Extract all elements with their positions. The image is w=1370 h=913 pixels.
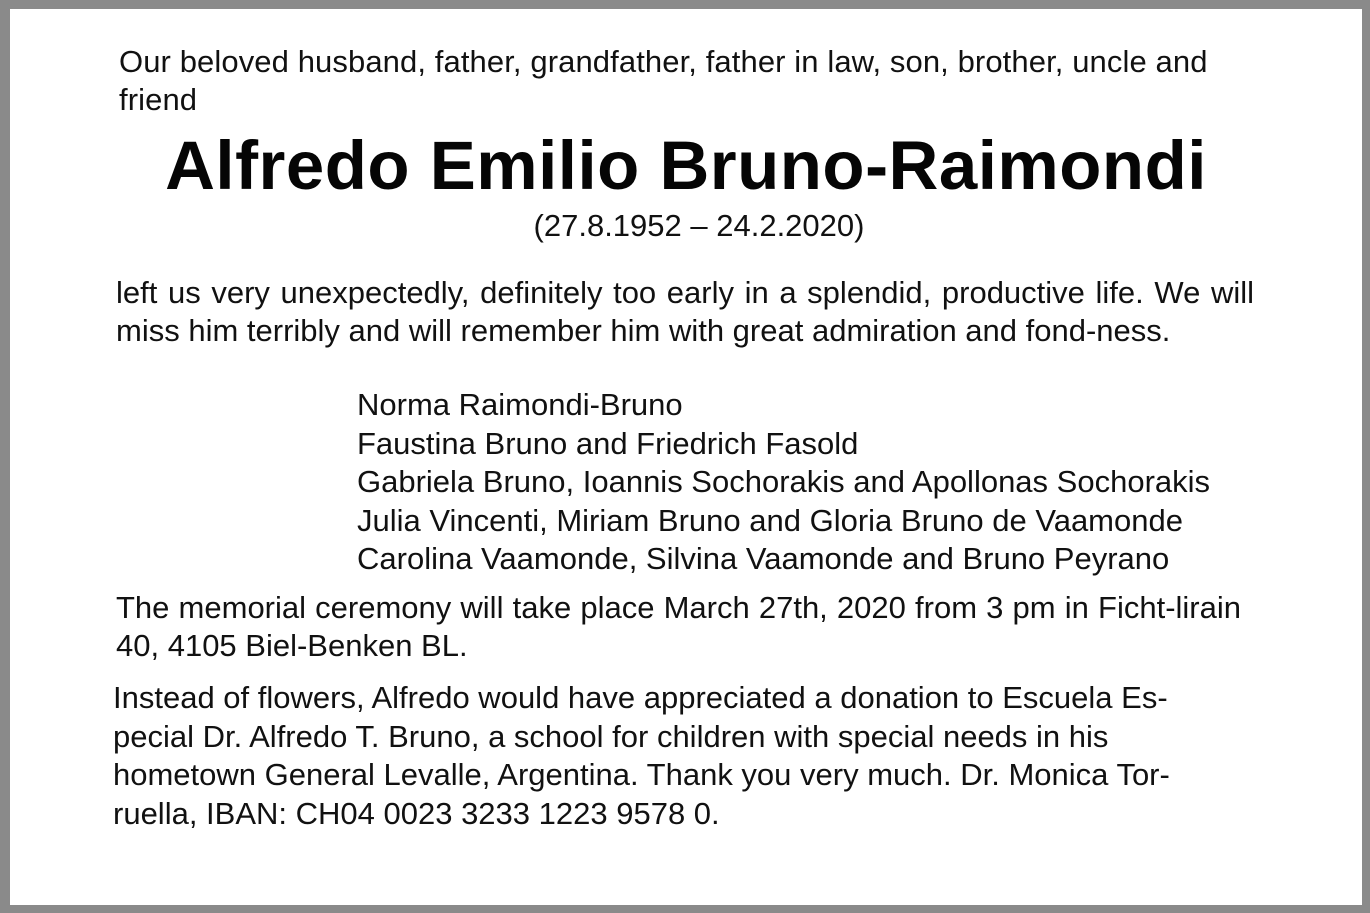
- message-text: left us very unexpectedly, definitely too early in a splendid, productive life. We will miss him terribly and will remember him with great admiration and fond-ness.: [116, 275, 1254, 348]
- mourner-item: Faustina Bruno and Friedrich Fasold: [357, 425, 859, 461]
- intro-text: Our beloved husband, father, grandfather, father in law, son, brother, uncle and friend: [119, 44, 1208, 117]
- mourner-item: Norma Raimondi-Bruno: [357, 387, 683, 422]
- mourners-list: [357, 386, 1357, 579]
- mourner-item: Gabriela Bruno, Ioannis Sochorakis and Apollonas Sochorakis: [357, 464, 1211, 499]
- ceremony-text: The memorial ceremony will take place March 27th, 2020 from 3 pm in Ficht-lirain 40, 4105 Biel-Benken BL.: [116, 590, 1241, 663]
- donation-text: Instead of flowers, Alfredo would have appreciated a donation to Escuela Es-pecial Dr. Alfredo T. Bruno, a school for children with special needs in his hometown General Levalle, Argentina. Thank you very much. Dr. Monica Tor-ruella, IBAN: CH04 0023 3233 1223 9578 0.: [113, 680, 1170, 831]
- obituary-notice: [10, 9, 1362, 905]
- life-dates: (27.8.1952 – 24.2.2020): [533, 208, 865, 243]
- mourner-item: Julia Vincenti, Miriam Bruno and Gloria Bruno de Vaamonde: [357, 502, 1183, 538]
- deceased-name: Alfredo Emilio Bruno-Raimondi: [165, 127, 1207, 204]
- mourner-item: Carolina Vaamonde, Silvina Vaamonde and Bruno Peyrano: [357, 541, 1170, 576]
